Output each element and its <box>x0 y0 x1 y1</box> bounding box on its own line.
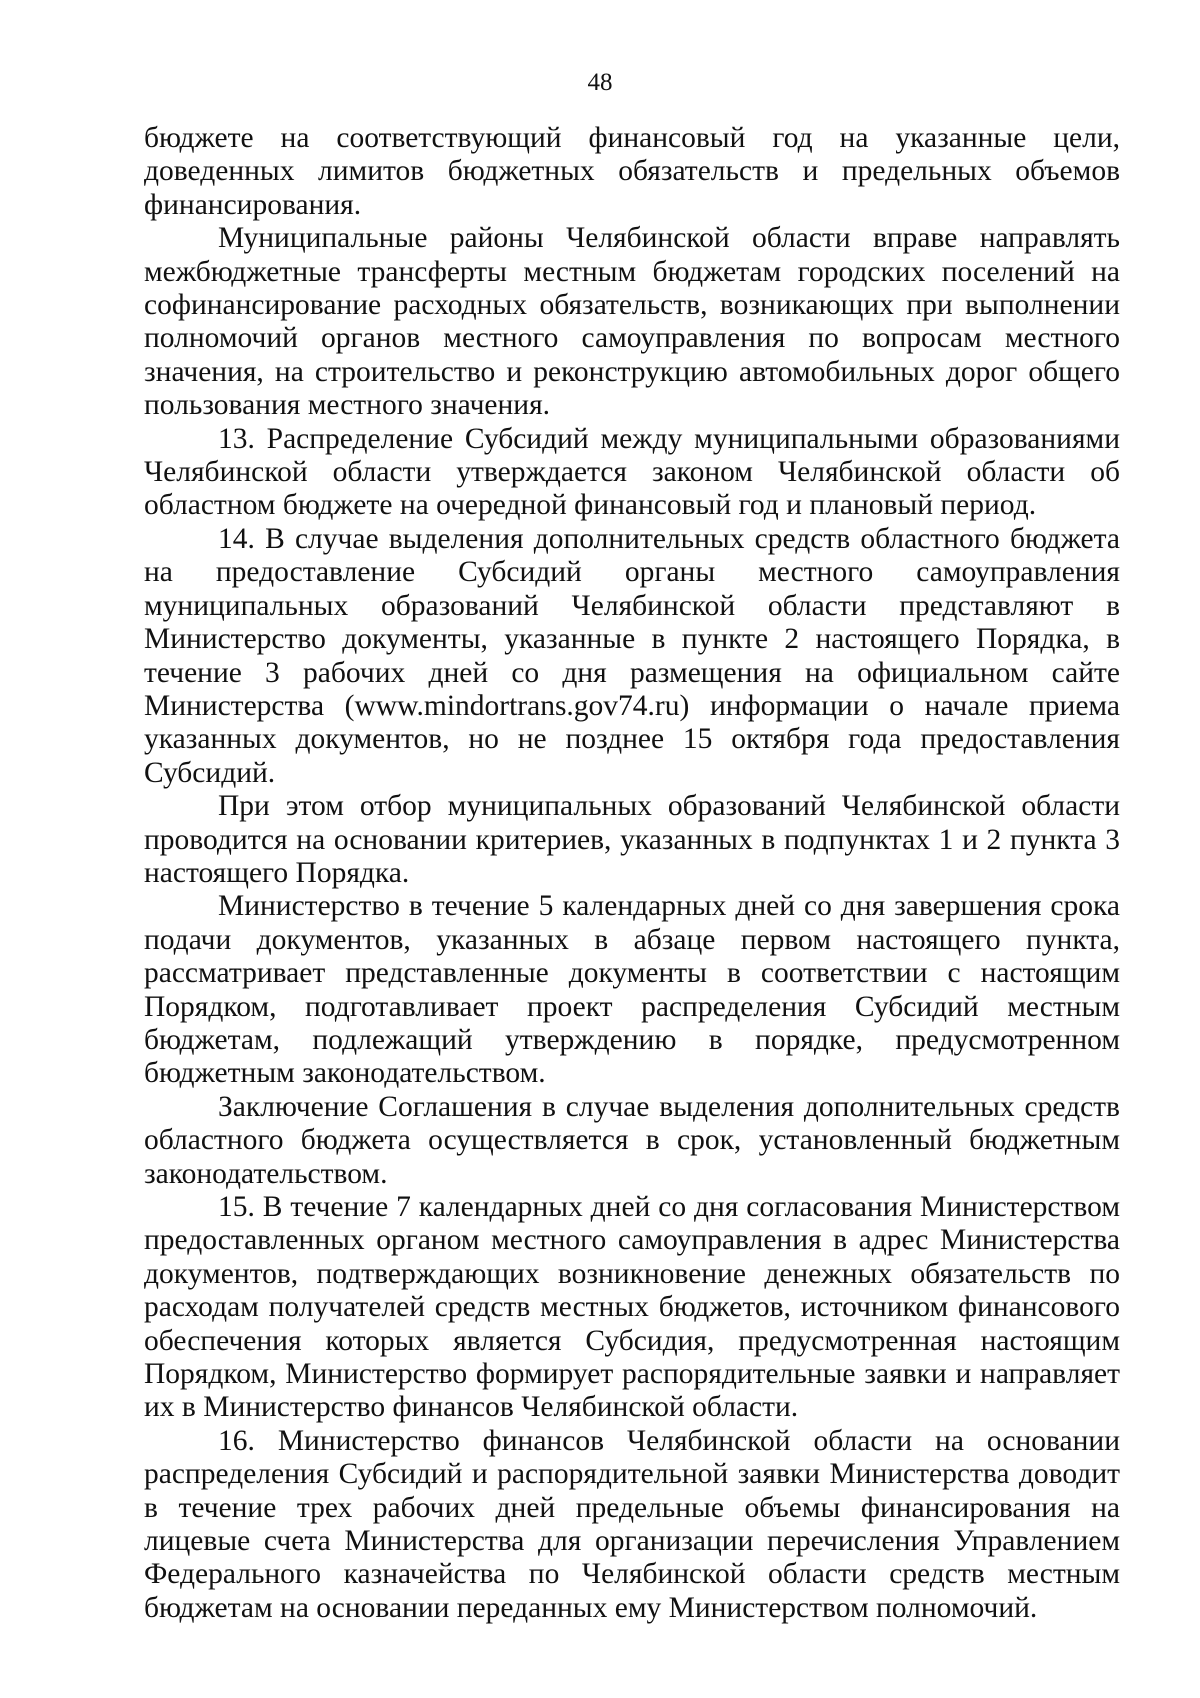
paragraph-item-13: 13. Распределение Субсидий между муниципальными образованиями Челябинской области утверждается законом Челябинской области об областном бюджете на очередной финансовый год и плановый период. <box>144 422 1120 522</box>
paragraph-item-14: 14. В случае выделения дополнительных средств областного бюджета на предоставление Субсидий органы местного самоуправления муниципальных образований Челябинской области представляют в Министерство документы, указанные в пункте 2 настоящего Порядка, в течение 3 рабочих дней со дня размещения на официальном сайте Министерства (www.mindortrans.gov74.ru) информации о начале приема указанных документов, но не позднее 15 октября года предоставления Субсидий. <box>144 522 1120 789</box>
paragraph-ministry-review: Министерство в течение 5 календарных дней со дня завершения срока подачи документов, указанных в абзаце первом настоящего пункта, рассматривает представленные документы в соответствии с настоящим Порядком, подготавливает проект распределения Субсидий местным бюджетам, подлежащий утверждению в порядке, предусмотренном бюджетным законодательством. <box>144 890 1120 1090</box>
paragraph-item-16: 16. Министерство финансов Челябинской области на основании распределения Субсидий и распорядительной заявки Министерства доводит в течение трех рабочих дней предельные объемы финансирования на лицевые счета Министерства для организации перечисления Управлением Федерального казначейства по Челябинской области средств местным бюджетам на основании переданных ему Министерством полномочий. <box>144 1424 1120 1624</box>
paragraph-selection-criteria: При этом отбор муниципальных образований Челябинской области проводится на основании критериев, указанных в подпунктах 1 и 2 пункта 3 настоящего Порядка. <box>144 790 1120 889</box>
paragraph-continuation: бюджете на соответствующий финансовый год на указанные цели, доведенных лимитов бюджетных обязательств и предельных объемов финансирования. <box>144 122 1120 221</box>
paragraph-agreement: Заключение Соглашения в случае выделения дополнительных средств областного бюджета осуществляется в срок, установленный бюджетным законодательством. <box>144 1090 1120 1190</box>
paragraph-municipal-districts: Муниципальные районы Челябинской области вправе направлять межбюджетные трансферты местным бюджетам городских поселений на софинансирование расходных обязательств, возникающих при выполнении полномочий органов местного самоуправления по вопросам местного значения, на строительство и реконструкцию автомобильных дорог общего пользования местного значения. <box>144 222 1120 422</box>
paragraph-item-15: 15. В течение 7 календарных дней со дня согласования Министерством предоставленных органом местного самоуправления в адрес Министерства документов, подтверждающих возникновение денежных обязательств по расходам получателей средств местных бюджетов, источником финансового обеспечения которых является Субсидия, предусмотренная настоящим Порядком, Министерство формирует распорядительные заявки и направляет их в Министерство финансов Челябинской области. <box>144 1191 1120 1424</box>
page-number: 48 <box>587 69 613 96</box>
document-body <box>144 122 1120 1625</box>
